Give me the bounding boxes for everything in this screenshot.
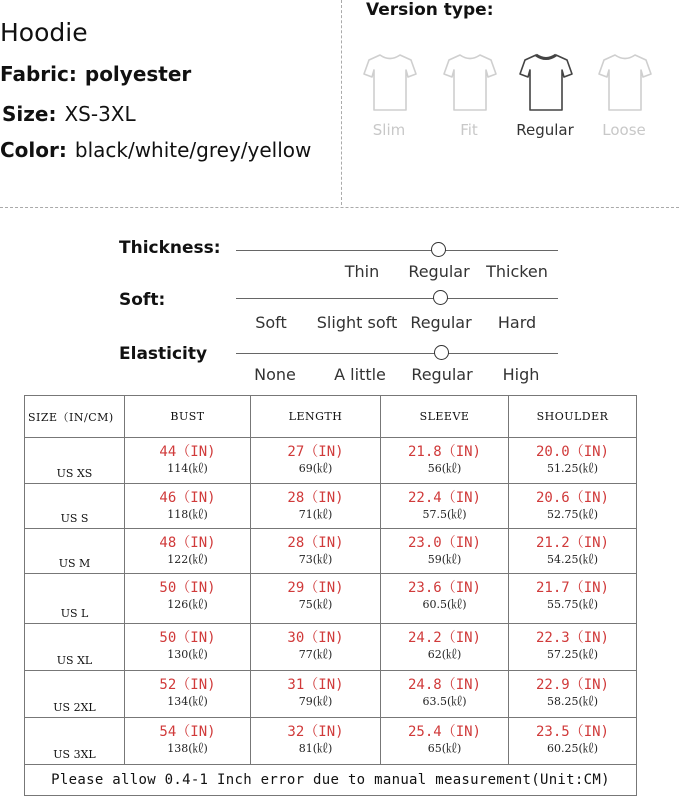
cm-value: 71(㎘) xyxy=(298,508,333,521)
cm-value: 60.25(㎘) xyxy=(546,742,599,755)
cm-value: 54.25(㎘) xyxy=(546,553,599,566)
measurement-note: Please allow 0.4-1 Inch error due to manual measurement(Unit:CM) xyxy=(25,765,637,796)
inch-value: 27（IN) xyxy=(287,444,344,460)
version-label-regular: Regular xyxy=(516,121,574,139)
fabric-row xyxy=(0,62,191,86)
inch-value: 46（IN) xyxy=(159,490,216,506)
tshirt-regular-icon xyxy=(518,52,566,114)
cm-value: 118(㎘) xyxy=(167,508,208,521)
soft-option: Slight soft xyxy=(316,313,398,332)
tshirt-fit-icon xyxy=(442,52,490,114)
cm-value: 58.25(㎘) xyxy=(546,695,599,708)
version-label-slim: Slim xyxy=(372,121,406,139)
cm-value: 63.5(㎘) xyxy=(422,695,467,708)
cm-value: 52.75(㎘) xyxy=(546,508,599,521)
fabric-label: Fabric: xyxy=(0,62,77,86)
cm-value: 73(㎘) xyxy=(298,553,333,566)
measure-cell xyxy=(125,624,251,671)
table-header-row xyxy=(25,396,637,438)
measure-cell xyxy=(251,484,381,529)
header-shoulder: SHOULDER xyxy=(509,396,637,438)
cm-value: 65(㎘) xyxy=(427,742,462,755)
size-cell: US L xyxy=(25,574,125,624)
inch-value: 24.8（IN) xyxy=(407,677,481,693)
cm-value: 81(㎘) xyxy=(298,742,333,755)
inch-value: 23.6（IN) xyxy=(407,580,481,596)
cm-value: 62(㎘) xyxy=(427,648,462,661)
measure-cell xyxy=(251,624,381,671)
inch-value: 22.4（IN) xyxy=(407,490,481,506)
measure-cell xyxy=(125,574,251,624)
inch-value: 21.8（IN) xyxy=(407,444,481,460)
elasticity-option: A little xyxy=(334,365,386,384)
color-value: black/white/grey/yellow xyxy=(74,138,312,162)
soft-scale-line xyxy=(236,298,558,299)
measure-cell xyxy=(381,438,509,484)
size-row xyxy=(2,102,136,126)
cm-value: 60.5(㎘) xyxy=(422,598,467,611)
inch-value: 54（IN) xyxy=(159,724,216,740)
inch-value: 22.9（IN) xyxy=(535,677,609,693)
inch-value: 22.3（IN) xyxy=(535,630,609,646)
table-row xyxy=(25,574,637,624)
horizontal-divider xyxy=(0,207,679,208)
measure-cell xyxy=(509,484,637,529)
measure-cell xyxy=(125,484,251,529)
inch-value: 52（IN) xyxy=(159,677,216,693)
soft-option: Soft xyxy=(255,313,287,332)
measure-cell xyxy=(125,438,251,484)
size-value: XS-3XL xyxy=(64,102,136,126)
thickness-title: Thickness: xyxy=(119,238,221,258)
table-row xyxy=(25,624,637,671)
measure-cell xyxy=(125,529,251,574)
measure-cell xyxy=(381,574,509,624)
soft-option: Hard xyxy=(497,313,537,332)
soft-title: Soft: xyxy=(119,290,166,310)
cm-value: 51.25(㎘) xyxy=(546,462,599,475)
version-label-loose: Loose xyxy=(602,121,646,139)
product-title: Hoodie xyxy=(0,18,88,47)
inch-value: 50（IN) xyxy=(159,630,216,646)
soft-option: Regular xyxy=(410,313,472,332)
thickness-scale-line xyxy=(236,250,558,251)
cm-value: 77(㎘) xyxy=(298,648,333,661)
version-type-title: Version type: xyxy=(366,0,494,20)
thickness-option: Thicken xyxy=(486,262,548,281)
inch-value: 20.6（IN) xyxy=(535,490,609,506)
measure-cell xyxy=(509,624,637,671)
header-size: SIZE（IN/CM) xyxy=(25,396,125,438)
size-table xyxy=(24,395,637,796)
inch-value: 21.7（IN) xyxy=(535,580,609,596)
cm-value: 69(㎘) xyxy=(298,462,333,475)
elasticity-option: Regular xyxy=(411,365,473,384)
measure-cell xyxy=(509,718,637,765)
measure-cell xyxy=(509,529,637,574)
measure-cell xyxy=(251,574,381,624)
size-cell: US XL xyxy=(25,624,125,671)
header-sleeve: SLEEVE xyxy=(381,396,509,438)
cm-value: 114(㎘) xyxy=(167,462,208,475)
measure-cell xyxy=(251,671,381,718)
cm-value: 55.75(㎘) xyxy=(546,598,599,611)
inch-value: 29（IN) xyxy=(287,580,344,596)
tshirt-loose-icon xyxy=(597,52,645,114)
cm-value: 57.25(㎘) xyxy=(546,648,599,661)
elasticity-scale-line xyxy=(236,353,558,354)
cm-value: 59(㎘) xyxy=(427,553,462,566)
elasticity-title: Elasticity xyxy=(119,344,208,364)
size-label: Size: xyxy=(2,102,57,126)
measure-cell xyxy=(509,574,637,624)
table-row xyxy=(25,671,637,718)
measure-cell xyxy=(381,484,509,529)
measure-cell xyxy=(381,718,509,765)
table-row xyxy=(25,484,637,529)
inch-value: 32（IN) xyxy=(287,724,344,740)
header-bust: BUST xyxy=(125,396,251,438)
cm-value: 138(㎘) xyxy=(167,742,208,755)
thickness-scale-marker xyxy=(431,242,446,257)
inch-value: 25.4（IN) xyxy=(407,724,481,740)
color-row xyxy=(0,138,311,162)
measure-cell xyxy=(381,624,509,671)
cm-value: 57.5(㎘) xyxy=(422,508,467,521)
tshirt-slim-icon xyxy=(362,52,410,114)
thickness-option: Thin xyxy=(344,262,380,281)
table-row xyxy=(25,438,637,484)
inch-value: 44（IN) xyxy=(159,444,216,460)
cm-value: 134(㎘) xyxy=(167,695,208,708)
cm-value: 75(㎘) xyxy=(298,598,333,611)
cm-value: 126(㎘) xyxy=(167,598,208,611)
inch-value: 31（IN) xyxy=(287,677,344,693)
measure-cell xyxy=(125,671,251,718)
table-row xyxy=(25,718,637,765)
soft-scale-marker xyxy=(433,290,448,305)
elasticity-option: None xyxy=(254,365,296,384)
measure-cell xyxy=(251,718,381,765)
elasticity-scale-marker xyxy=(434,345,449,360)
thickness-option: Regular xyxy=(408,262,470,281)
measure-cell xyxy=(509,438,637,484)
inch-value: 23.0（IN) xyxy=(407,535,481,551)
table-note-row xyxy=(25,765,637,796)
header-length: LENGTH xyxy=(251,396,381,438)
size-cell: US S xyxy=(25,484,125,529)
size-cell: US M xyxy=(25,529,125,574)
measure-cell xyxy=(251,438,381,484)
measure-cell xyxy=(509,671,637,718)
size-cell: US 2XL xyxy=(25,671,125,718)
cm-value: 79(㎘) xyxy=(298,695,333,708)
size-cell: US 3XL xyxy=(25,718,125,765)
inch-value: 20.0（IN) xyxy=(535,444,609,460)
version-label-fit: Fit xyxy=(460,121,478,139)
color-label: Color: xyxy=(0,138,67,162)
inch-value: 21.2（IN) xyxy=(535,535,609,551)
table-row xyxy=(25,529,637,574)
measure-cell xyxy=(251,529,381,574)
inch-value: 30（IN) xyxy=(287,630,344,646)
inch-value: 23.5（IN) xyxy=(535,724,609,740)
measure-cell xyxy=(381,671,509,718)
cm-value: 130(㎘) xyxy=(167,648,208,661)
cm-value: 56(㎘) xyxy=(427,462,462,475)
inch-value: 24.2（IN) xyxy=(407,630,481,646)
inch-value: 28（IN) xyxy=(287,490,344,506)
inch-value: 28（IN) xyxy=(287,535,344,551)
cm-value: 122(㎘) xyxy=(167,553,208,566)
inch-value: 48（IN) xyxy=(159,535,216,551)
measure-cell xyxy=(125,718,251,765)
vertical-divider xyxy=(341,0,342,205)
elasticity-option: High xyxy=(502,365,540,384)
size-cell: US XS xyxy=(25,438,125,484)
measure-cell xyxy=(381,529,509,574)
inch-value: 50（IN) xyxy=(159,580,216,596)
fabric-value: polyester xyxy=(84,62,192,86)
